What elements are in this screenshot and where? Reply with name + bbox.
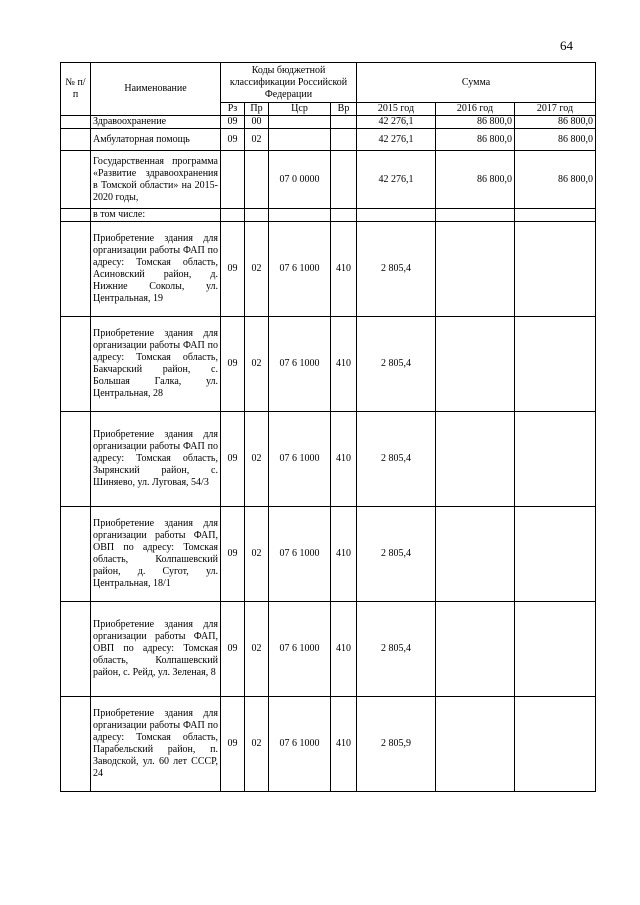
table-row: Государственная программа «Развитие здравоохранения в Томской области» на 2015-2020 годы, 07 0 0000 42 276,1 86 800,0 86 800,0 <box>61 151 596 209</box>
row-name: Приобретение здания для организации работы ФАП, ОВП по адресу: Томская область, Колпашевский район, с. Рейд, ул. Зеленая, 8 <box>91 602 221 697</box>
page-number: 64 <box>560 38 573 53</box>
header-2016: 2016 год <box>436 103 515 116</box>
table-row: Приобретение здания для организации работы ФАП, ОВП по адресу: Томская область, Колпашевский район, с. Рейд, ул. Зеленая, 8 09 02 07 6 1000 410 2 805,4 <box>61 602 596 697</box>
row-name: Приобретение здания для организации работы ФАП по адресу: Томская область, Бакчарский район, с. Большая Галка, ул. Центральная, 28 <box>91 317 221 412</box>
header-pr: Пр <box>245 103 269 116</box>
row-name: Приобретение здания для организации работы ФАП, ОВП по адресу: Томская область, Колпашевский район, д. Сугот, ул. Центральная, 18/1 <box>91 507 221 602</box>
table-row: Приобретение здания для организации работы ФАП по адресу: Томская область, Бакчарский район, с. Большая Галка, ул. Центральная, 28 09 02 07 6 1000 410 2 805,4 <box>61 317 596 412</box>
budget-table <box>60 62 596 792</box>
header-sum: Сумма <box>357 63 596 103</box>
table-row: Приобретение здания для организации работы ФАП, ОВП по адресу: Томская область, Колпашевский район, д. Сугот, ул. Центральная, 18/1 09 02 07 6 1000 410 2 805,4 <box>61 507 596 602</box>
table-row: Здравоохранение 09 00 42 276,1 86 800,0 86 800,0 <box>61 116 596 129</box>
header-2015: 2015 год <box>357 103 436 116</box>
table-row: Приобретение здания для организации работы ФАП по адресу: Томская область, Парабельский район, п. Заводской, ул. 60 лет СССР, 24 09 02 07 6 1000 410 2 805,9 <box>61 697 596 792</box>
row-name: Государственная программа «Развитие здравоохранения в Томской области» на 2015-2020 годы, <box>91 151 221 209</box>
header-rz: Рз <box>221 103 245 116</box>
row-name: Приобретение здания для организации работы ФАП по адресу: Томская область, Асиновский район, д. Нижние Соколы, ул. Центральная, 19 <box>91 222 221 317</box>
row-name: Амбулаторная помощь <box>91 129 221 151</box>
table-row: Приобретение здания для организации работы ФАП по адресу: Томская область, Асиновский район, д. Нижние Соколы, ул. Центральная, 19 09 02 07 6 1000 410 2 805,4 <box>61 222 596 317</box>
header-csr: Цср <box>269 103 331 116</box>
including-label: в том числе: <box>91 209 221 222</box>
row-name: Приобретение здания для организации работы ФАП по адресу: Томская область, Зырянский район, с. Шиняево, ул. Луговая, 54/3 <box>91 412 221 507</box>
table-row <box>61 209 596 222</box>
header-num: № п/п <box>61 63 91 116</box>
header-vr: Вр <box>331 103 357 116</box>
table-row: Приобретение здания для организации работы ФАП по адресу: Томская область, Зырянский район, с. Шиняево, ул. Луговая, 54/3 09 02 07 6 1000 410 2 805,4 <box>61 412 596 507</box>
header-2017: 2017 год <box>515 103 596 116</box>
table-row: Амбулаторная помощь 09 02 42 276,1 86 800,0 86 800,0 <box>61 129 596 151</box>
header-codes: Коды бюджетной классификации Российской Федерации <box>221 63 357 103</box>
row-name: Здравоохранение <box>91 116 221 129</box>
header-name: Наименование <box>91 63 221 116</box>
header-row <box>61 63 596 103</box>
row-name: Приобретение здания для организации работы ФАП по адресу: Томская область, Парабельский район, п. Заводской, ул. 60 лет СССР, 24 <box>91 697 221 792</box>
